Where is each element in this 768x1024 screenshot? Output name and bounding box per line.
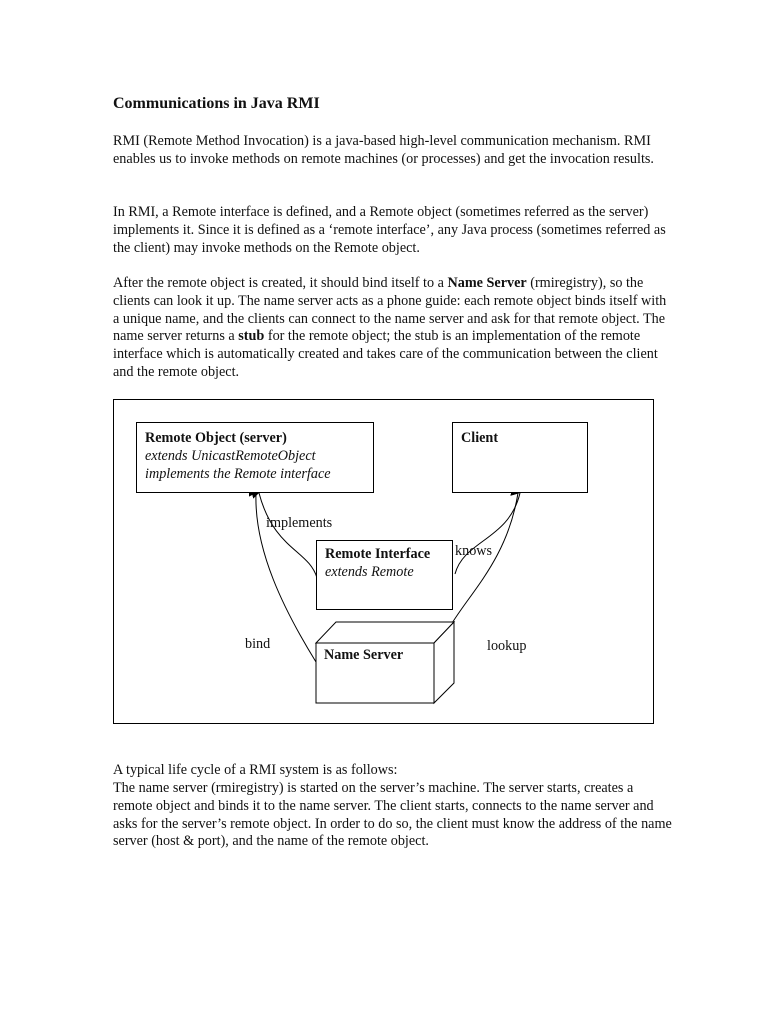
p3-part-a: After the remote object is created, it should bind itself to a (113, 275, 448, 291)
bind-label: bind (245, 636, 271, 652)
paragraph-lifecycle-intro: A typical life cycle of a RMI system is as follows: (113, 762, 398, 778)
remote-object-title: Remote Object (server) (145, 430, 287, 446)
client-title: Client (461, 430, 499, 446)
rmi-diagram (113, 399, 654, 724)
paragraph-remote-interface: In RMI, a Remote interface is defined, and a Remote object (sometimes referred as the server) implements it. Since it is defined as a ‘remote interface’, any Java process (sometimes referred as the client) may invoke methods on the Remote object. (113, 204, 666, 256)
paragraph-lifecycle-body: The name server (rmiregistry) is started on the server’s machine. The server starts, creates a remote object and binds it to the name server. The client starts, connects to the name server and asks for the server’s remote object. In order to do so, the client must know the address of the name server (host & port), and the name of the remote object. (113, 780, 672, 850)
name-server-term: Name Server (447, 275, 527, 291)
paragraph-name-server (113, 275, 673, 382)
lookup-label: lookup (487, 638, 527, 654)
remote-interface-extends: extends Remote (325, 564, 414, 580)
paragraph-intro: RMI (Remote Method Invocation) is a java-based high-level communication mechanism. RMI enables us to invoke methods on remote machines (or processes) and get the invocation results. (113, 133, 654, 167)
p3-part-c: (rmiregistry), so the clients can look it up. The name server acts as a phone guide: each remote object binds itself with a unique name, and the clients can connect to the name server and ask for that remote object. The name server returns a (113, 275, 667, 345)
remote-interface-box (316, 540, 453, 610)
knows-label: knows (455, 543, 493, 559)
remote-object-box (136, 422, 374, 493)
page-title: Communications in Java RMI (113, 95, 320, 112)
remote-object-extends: extends UnicastRemoteObject (145, 448, 316, 464)
stub-term: stub (238, 328, 265, 345)
knows-arrow (455, 493, 520, 574)
implements-label: implements (266, 515, 333, 531)
remote-object-implements: implements the Remote interface (145, 466, 331, 482)
client-box (452, 422, 588, 493)
name-server-title: Name Server (324, 647, 404, 663)
p3-part-e: for the remote object; the stub is an implementation of the remote interface which is automatically created and takes care of the communication between the client and the remote object. (113, 328, 658, 380)
remote-interface-title: Remote Interface (325, 546, 431, 562)
